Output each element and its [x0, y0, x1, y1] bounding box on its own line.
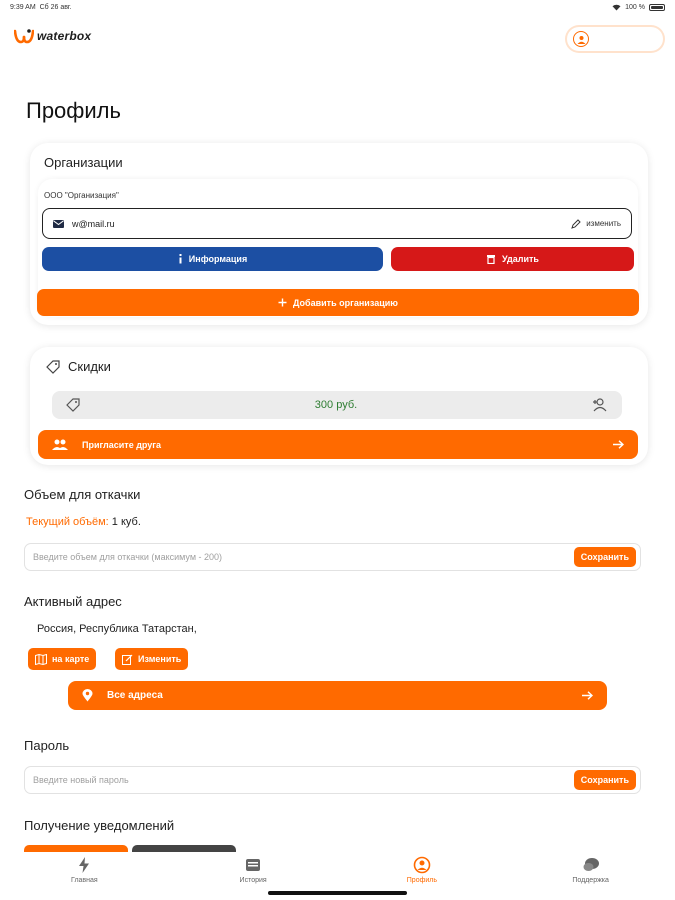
tab-home[interactable] [0, 852, 169, 900]
tab-home-label: Главная [71, 877, 98, 884]
address-value: Россия, Республика Татарстан, [37, 623, 197, 635]
info-button[interactable] [42, 247, 383, 271]
password-title: Пароль [24, 738, 70, 753]
notifications-title: Получение уведомлений [24, 818, 175, 833]
organizations-card [30, 143, 648, 325]
add-organization-label: Добавить организацию [293, 297, 398, 308]
discount-balance [52, 391, 622, 419]
wifi-icon [612, 4, 621, 11]
chat-icon [582, 856, 600, 874]
status-right [612, 4, 665, 11]
user-icon [573, 31, 589, 47]
waterbox-logo-icon [14, 28, 34, 44]
status-time-date [10, 4, 72, 11]
volume-input-row [24, 543, 641, 571]
edit-address-button[interactable] [115, 648, 188, 670]
tab-support[interactable] [506, 852, 675, 900]
add-organization-button[interactable] [37, 289, 639, 316]
account-button[interactable] [567, 27, 663, 51]
arrow-right-icon [582, 691, 593, 700]
status-bar [0, 0, 675, 16]
current-volume-label: Текущий объём: [26, 516, 109, 528]
save-volume-button[interactable]: Сохранить [574, 547, 636, 567]
edit-email-button[interactable] [571, 219, 621, 229]
plus-icon [278, 298, 287, 307]
location-pin-icon [82, 689, 93, 702]
status-time: 9:39 AM [10, 4, 36, 11]
map-icon [35, 654, 47, 665]
arrow-right-icon [613, 440, 624, 449]
info-button-label: Информация [188, 254, 248, 264]
edit-icon [122, 654, 133, 665]
status-date: Сб 26 авг. [39, 4, 72, 11]
trash-icon [486, 254, 496, 264]
map-button-label: на карте [52, 654, 90, 664]
discount-amount: 300 руб. [314, 399, 358, 411]
organization-name: ООО "Организация" [44, 191, 119, 200]
save-password-button[interactable]: Сохранить [574, 770, 636, 790]
volume-title: Объем для откачки [24, 487, 141, 502]
add-user-icon[interactable] [592, 398, 608, 412]
invite-friend-button[interactable] [38, 430, 638, 459]
edit-label: изменить [586, 219, 621, 228]
info-icon [178, 254, 183, 264]
map-button[interactable] [28, 648, 96, 670]
invite-friend-label: Пригласите друга [82, 439, 162, 450]
bolt-icon [75, 856, 93, 874]
current-volume-value: 1 куб. [111, 516, 141, 528]
current-volume [26, 516, 141, 528]
brand-logo[interactable] [14, 28, 91, 44]
brand-name: waterbox [37, 29, 92, 43]
organizations-title: Организации [44, 155, 123, 170]
all-addresses-button[interactable] [68, 681, 607, 710]
password-input[interactable] [33, 775, 574, 785]
pencil-icon [571, 219, 581, 229]
all-addresses-label: Все адреса [107, 690, 163, 701]
address-title: Активный адрес [24, 594, 122, 609]
volume-input[interactable] [33, 552, 574, 562]
delete-button[interactable] [391, 247, 634, 271]
discounts-header [46, 359, 111, 374]
discounts-title: Скидки [68, 359, 111, 374]
tab-history-label: История [239, 877, 267, 884]
page-title: Профиль [26, 98, 121, 123]
tag-icon [66, 398, 80, 412]
history-icon [244, 856, 262, 874]
home-indicator [268, 891, 407, 895]
profile-icon [413, 856, 431, 874]
battery-percent: 100 % [625, 4, 645, 11]
delete-button-label: Удалить [502, 254, 539, 264]
mail-icon [53, 220, 64, 228]
tab-profile-label: Профиль [406, 877, 437, 884]
password-input-row [24, 766, 641, 794]
tag-icon [46, 360, 60, 374]
discounts-card [30, 347, 648, 465]
app-header [0, 24, 675, 54]
email-field[interactable] [42, 208, 632, 239]
users-icon [52, 439, 68, 450]
battery-icon [649, 4, 665, 11]
email-value: w@mail.ru [72, 218, 115, 229]
tab-support-label: Поддержка [572, 877, 609, 884]
edit-address-label: Изменить [138, 654, 182, 664]
